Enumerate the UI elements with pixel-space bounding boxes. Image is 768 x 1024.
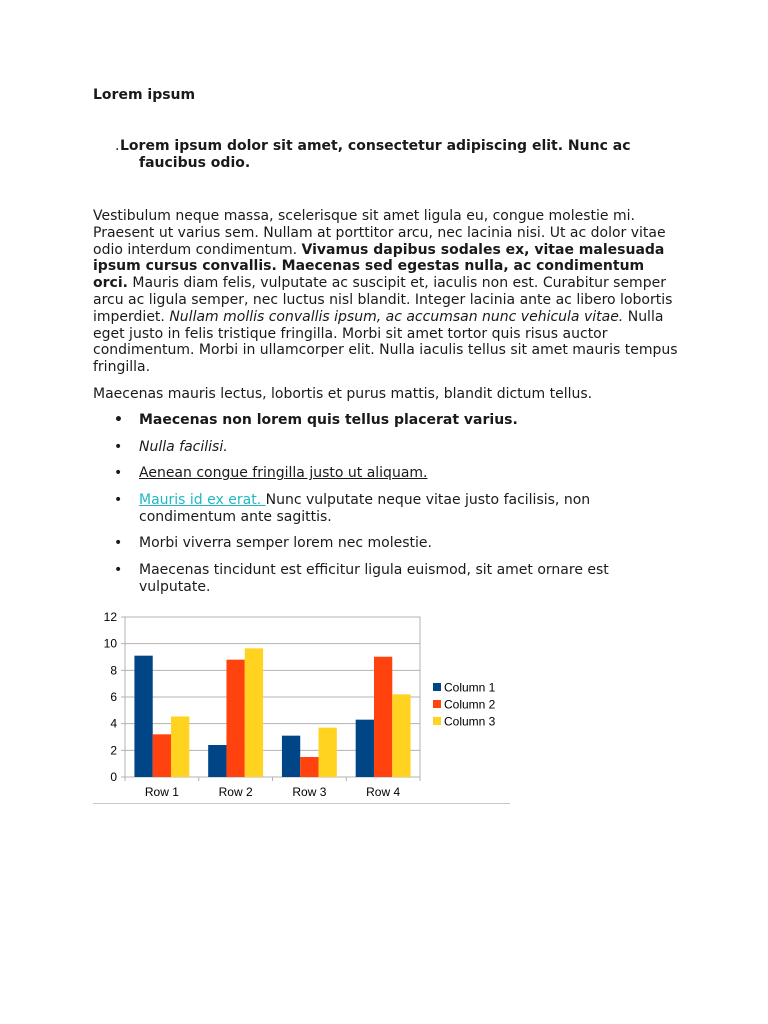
para1-bold-text: Vivamus dapibus sodales ex, vitae malesuada ipsum cursus convallis. Maecenas sed egestas nulla, ac condimentum orci. — [93, 241, 665, 292]
bullet-text: Nunc vulputate neque vitae justo facilisis, non condimentum ante sagittis. — [139, 491, 591, 525]
numbered-item-text: Lorem ipsum dolor sit amet, consectetur adipiscing elit. Nunc ac faucibus odio. — [120, 138, 631, 171]
chart-bottom-rule — [93, 803, 510, 804]
bullet-marker: • — [114, 491, 123, 508]
bullet-text: Morbi viverra semper lorem nec molestie. — [139, 535, 432, 552]
y-tick-label: 2 — [110, 743, 117, 758]
bullet-item-2 — [93, 439, 683, 456]
bullet-text-bold: Maecenas non lorem quis tellus placerat varius. — [139, 412, 518, 428]
y-tick-label: 12 — [103, 610, 117, 624]
bullet-marker: • — [114, 438, 123, 455]
y-tick-label: 10 — [103, 636, 117, 651]
legend-label: Column 2 — [444, 697, 496, 712]
x-tick-label: Row 4 — [366, 785, 401, 799]
embedded-bar-chart — [93, 606, 513, 806]
x-tick-label: Row 2 — [218, 785, 253, 799]
bar — [153, 734, 171, 777]
legend-swatch — [433, 717, 441, 725]
y-tick-label: 0 — [110, 770, 117, 784]
bullet-item-3 — [93, 465, 683, 482]
para1-sentence-3: Mauris diam felis, vulputate ac suscipit et, iaculis non est. Curabitur semper arcu ac ligula semper, nec luctus nisl blandit. Integer lacinia ante ac libero lobortis imperdiet. — [93, 275, 673, 325]
bar — [282, 736, 300, 777]
bullet-item-1 — [93, 412, 683, 429]
legend-swatch — [433, 683, 441, 691]
bar — [392, 694, 410, 777]
para1-sentence-1: Vestibulum neque massa, scelerisque sit amet ligula eu, congue molestie mi. Praesent ut varius sem. Nullam at porttitor arcu, nec lacinia nisi. Ut ac dolor vitae odio interdum condimentum. — [93, 208, 666, 258]
bullet-marker: • — [114, 465, 123, 482]
y-tick-label: 8 — [110, 663, 117, 678]
bar — [208, 745, 226, 777]
bar — [374, 657, 392, 777]
bullet-item-5 — [93, 535, 683, 552]
bullet-item-6 — [93, 562, 683, 596]
para1-italic-text: Nullam mollis convallis ipsum, ac accumsan nunc vehicula vitae. — [169, 308, 624, 325]
x-tick-label: Row 3 — [292, 785, 327, 799]
bullet-item-4 — [93, 492, 683, 526]
legend-label: Column 1 — [444, 680, 496, 695]
bullet-list — [93, 412, 683, 606]
legend-swatch — [433, 700, 441, 708]
body-paragraph-1 — [93, 208, 683, 376]
bullet-link[interactable]: Mauris id ex erat. — [139, 491, 266, 508]
bullet-text-italic: Nulla facilisi. — [139, 438, 228, 455]
bullet-marker: • — [114, 561, 123, 578]
x-tick-label: Row 1 — [144, 785, 179, 799]
para1-sentence-5: Nulla eget justo in felis tristique fringilla. Morbi sit amet tortor quis risus auctor condimentum. Morbi in ullamcorper elit. Nulla iaculis tellus sit amet mauris tempus fringilla. — [93, 308, 678, 376]
y-tick-label: 4 — [110, 716, 117, 731]
list-number: . — [115, 138, 120, 154]
bar — [356, 720, 374, 777]
body-paragraph-2: Maecenas mauris lectus, lobortis et purus mattis, blandit dictum tellus. — [93, 386, 593, 402]
numbered-list-item — [115, 138, 655, 172]
bullet-text-underlined: Aenean congue fringilla justo ut aliquam. — [139, 465, 428, 482]
bar — [226, 660, 244, 777]
y-tick-label: 6 — [110, 690, 117, 704]
bullet-text: Maecenas tincidunt est efficitur ligula euismod, sit amet ornare est vulputate. — [139, 561, 609, 595]
bar — [171, 716, 189, 777]
bar — [245, 648, 263, 777]
bullet-marker: • — [114, 535, 123, 552]
bar-chart-svg — [93, 606, 513, 806]
bar — [134, 656, 152, 777]
bullet-marker: • — [114, 412, 123, 428]
legend-label: Column 3 — [444, 714, 496, 729]
bar — [300, 757, 318, 777]
bar — [319, 728, 337, 777]
document-heading: Lorem ipsum — [93, 87, 196, 103]
